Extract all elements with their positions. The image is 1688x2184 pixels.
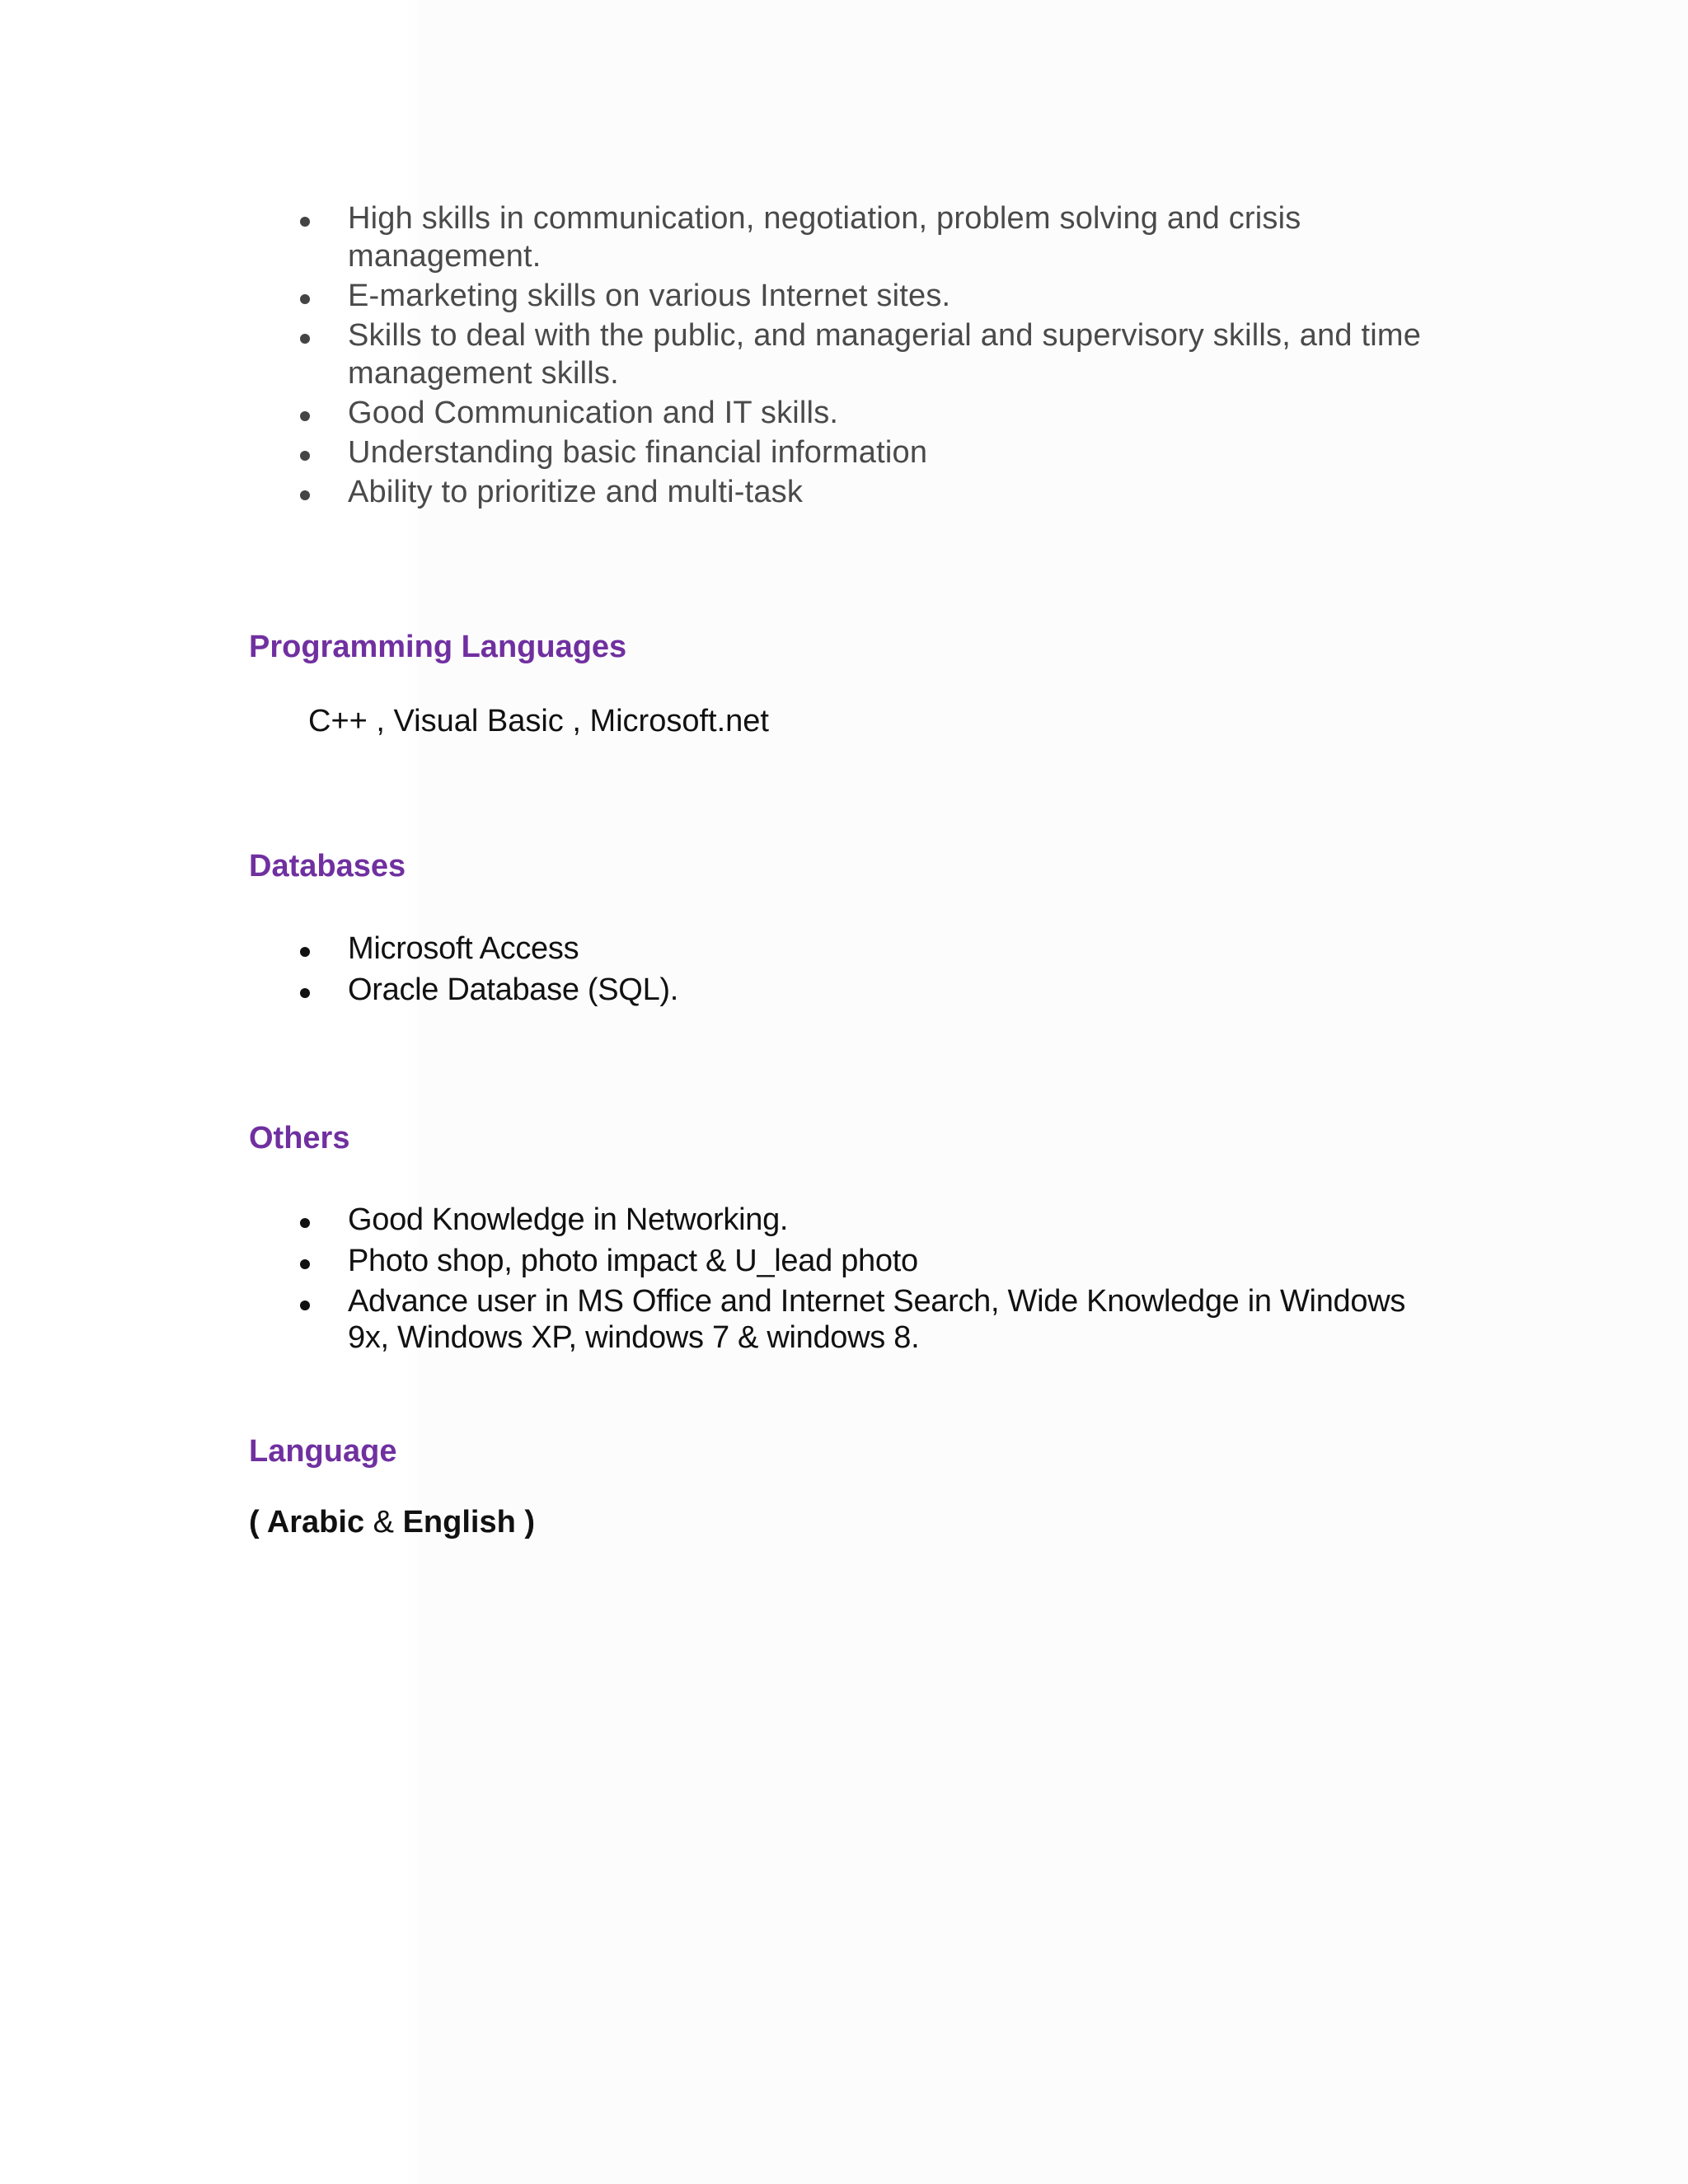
others-list — [348, 1201, 1452, 1359]
list-item — [348, 434, 1444, 471]
skill-text: Ability to prioritize and multi-task — [348, 475, 804, 509]
list-item — [348, 277, 1444, 315]
bullet-icon — [300, 947, 310, 957]
language-ampersand: & — [364, 1505, 403, 1540]
others-text: Advance user in MS Office and Internet Search, Wide Knowledge in Windows 9x, Windows XP, windows 7 & windows 8. — [348, 1284, 1406, 1355]
database-text: Oracle Database (SQL). — [348, 972, 679, 1007]
bullet-icon — [300, 294, 310, 304]
list-item — [348, 971, 1502, 1009]
database-text: Microsoft Access — [348, 931, 579, 966]
bullet-icon — [300, 451, 310, 461]
bullet-icon — [300, 217, 310, 227]
programming-languages-heading: Programming Languages — [249, 630, 627, 664]
others-text: Good Knowledge in Networking. — [348, 1202, 789, 1237]
skill-text: E-marketing skills on various Internet sites. — [348, 279, 951, 313]
bullet-icon — [300, 334, 310, 344]
list-item — [348, 930, 1502, 968]
others-heading: Others — [249, 1121, 350, 1155]
skill-text: Skills to deal with the public, and managerial and supervisory skills, and time management skills. — [348, 318, 1422, 391]
bullet-icon — [300, 1259, 310, 1269]
others-text: Photo shop, photo impact & U_lead photo — [348, 1244, 918, 1278]
list-item — [348, 473, 1444, 511]
list-item — [348, 316, 1444, 392]
list-item — [348, 199, 1444, 275]
list-item — [348, 1242, 1452, 1280]
databases-list — [348, 930, 1502, 1012]
bullet-icon — [300, 1218, 310, 1228]
bullet-icon — [300, 1301, 310, 1310]
list-item — [348, 1201, 1452, 1239]
language-arabic: Arabic — [266, 1505, 365, 1540]
bullet-icon — [300, 988, 310, 998]
programming-languages-text: C++ , Visual Basic , Microsoft.net — [308, 704, 769, 738]
list-item — [348, 394, 1444, 432]
paren-close: ) — [515, 1505, 536, 1540]
skills-list — [348, 199, 1444, 513]
language-line — [249, 1505, 535, 1540]
skill-text: Good Communication and IT skills. — [348, 396, 839, 430]
skill-text: High skills in communication, negotiation, problem solving and crisis management. — [348, 201, 1301, 274]
bullet-icon — [300, 490, 310, 500]
list-item — [348, 1283, 1452, 1356]
databases-heading: Databases — [249, 849, 406, 883]
language-heading: Language — [249, 1434, 397, 1469]
language-english: English — [402, 1505, 516, 1540]
paren-open: ( — [249, 1505, 267, 1540]
skill-text: Understanding basic financial information — [348, 435, 928, 470]
bullet-icon — [300, 411, 310, 421]
